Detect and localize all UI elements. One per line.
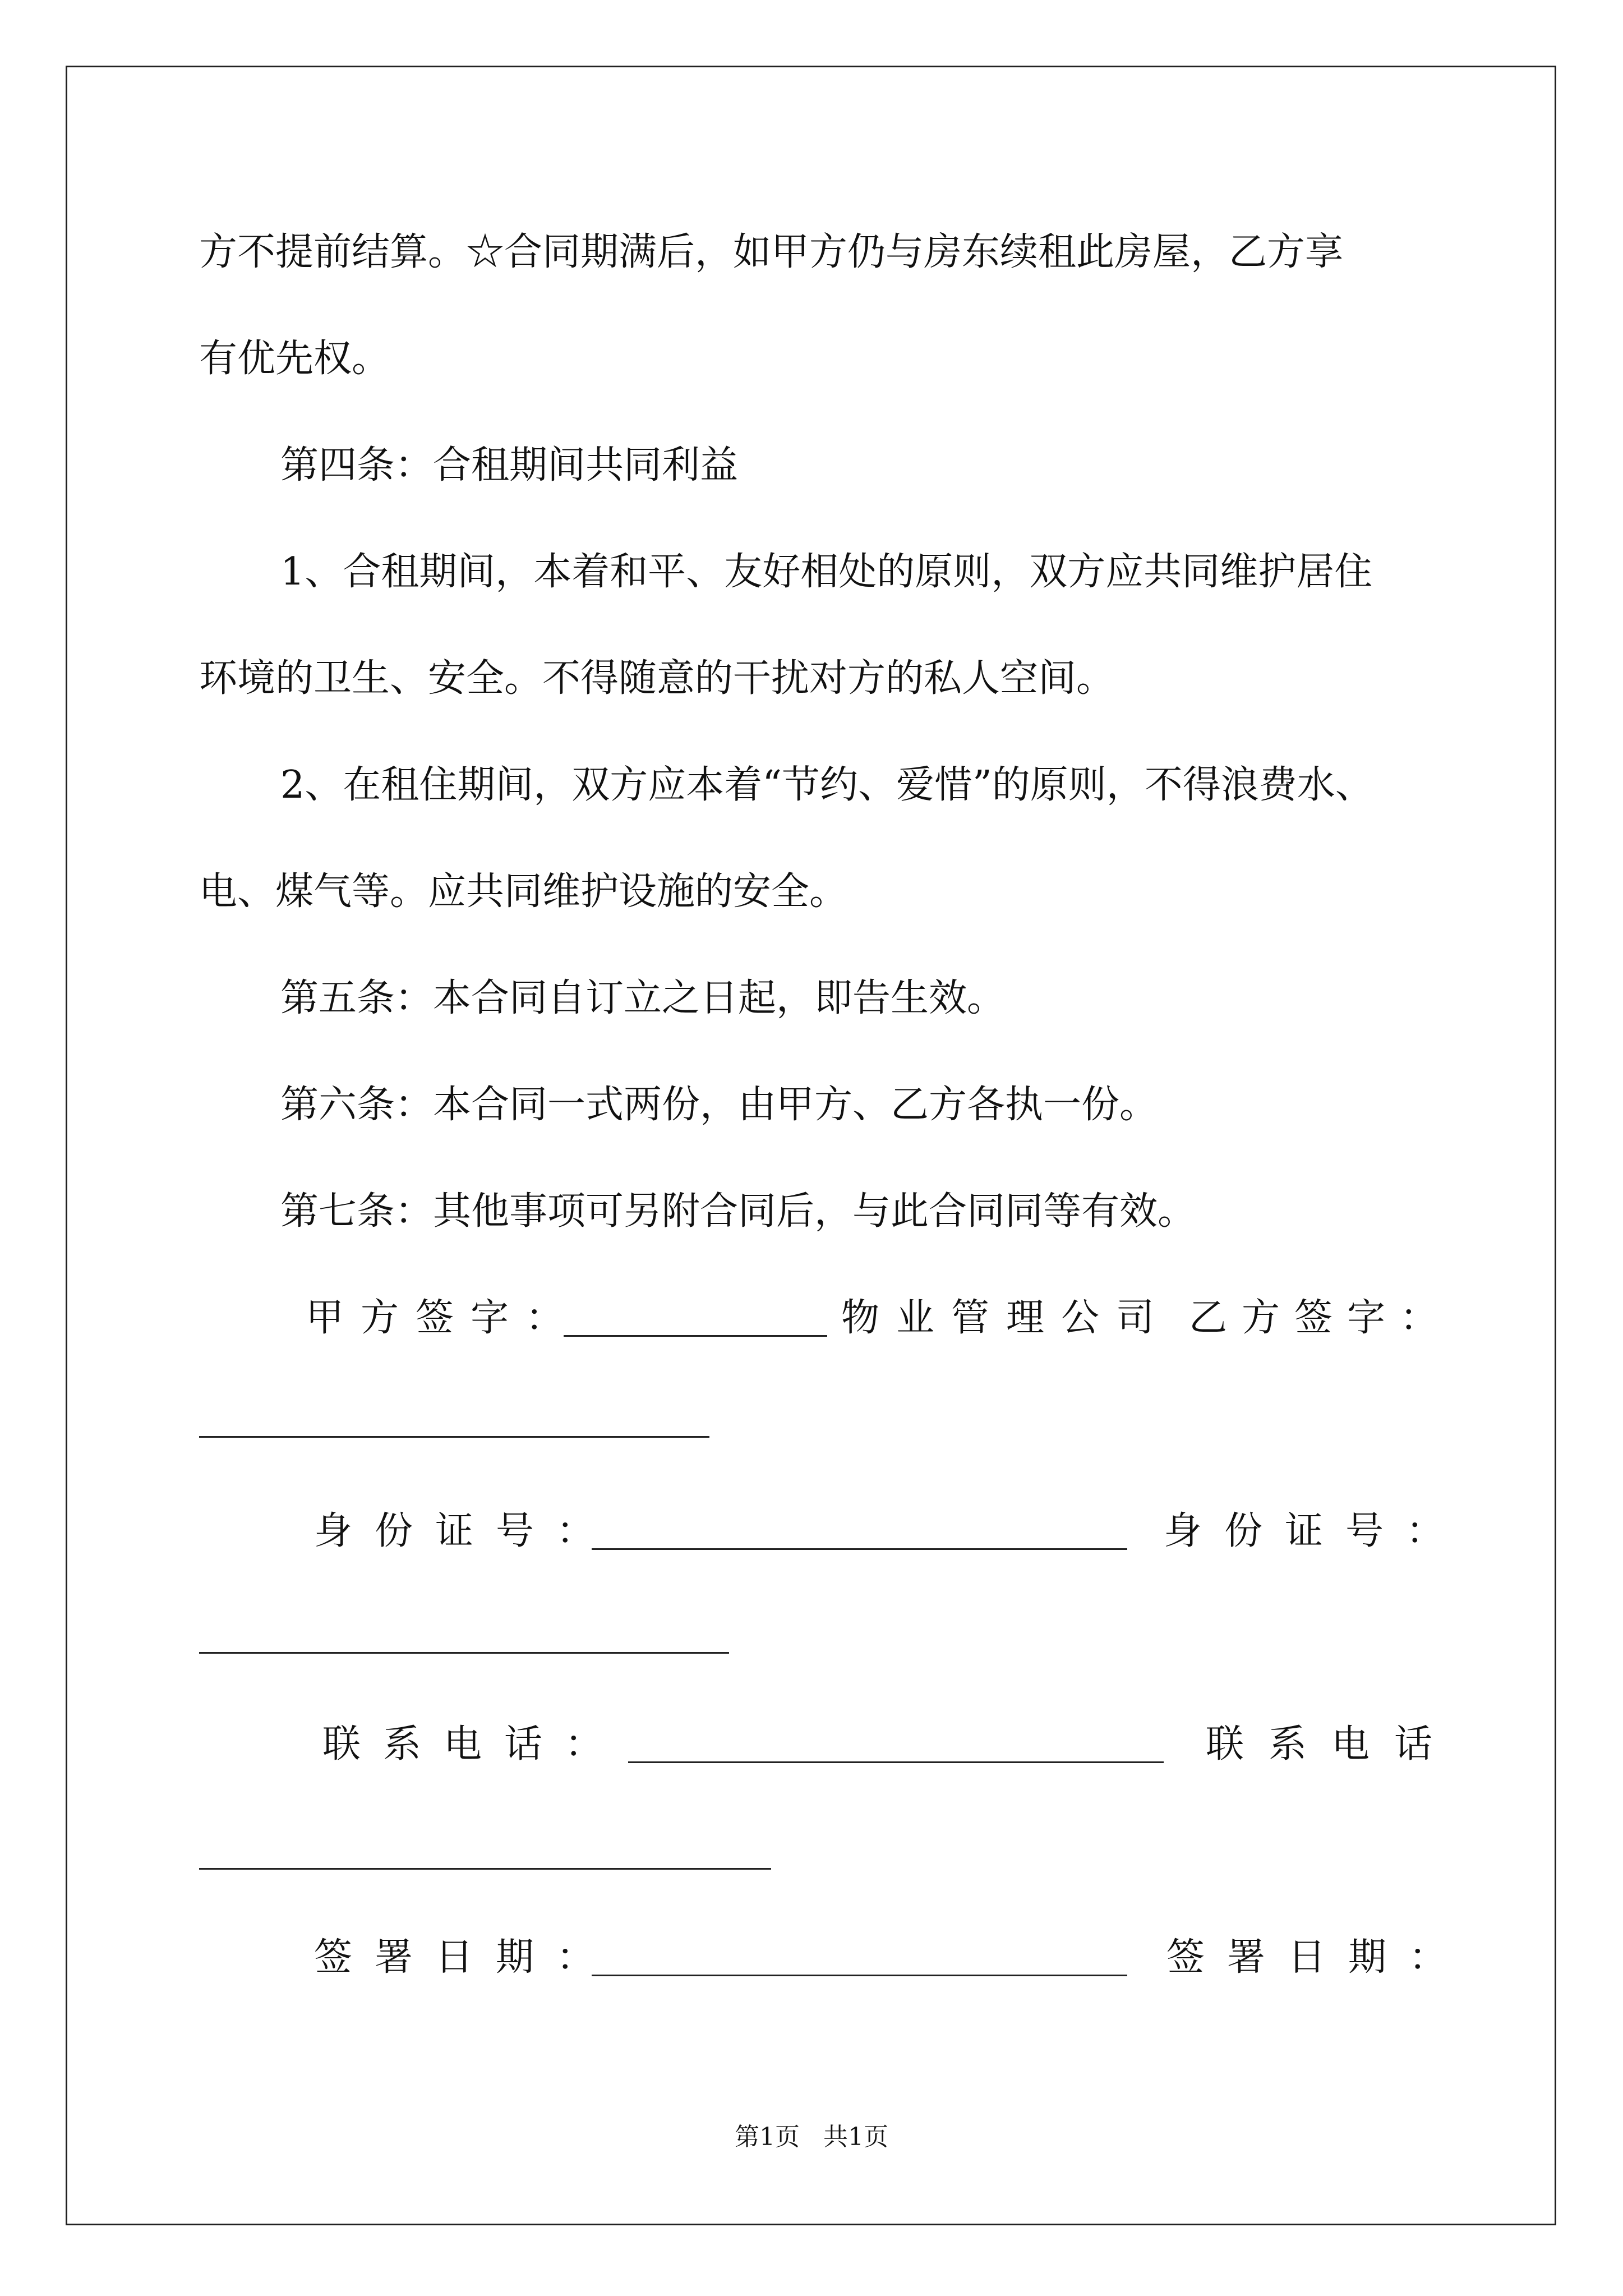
page-frame xyxy=(66,66,1556,2225)
id-label-a: 身份证号： xyxy=(314,1509,617,1553)
phone-blank-a xyxy=(628,1761,1164,1763)
phone-label-a: 联系电话： xyxy=(322,1722,626,1766)
item-1-line-2: 环境的卫生、安全。不得随意的干扰对方的私人空间。 xyxy=(199,656,1115,701)
article-4-title: 第四条：合租期间共同利益 xyxy=(280,443,739,487)
date-blank-a xyxy=(592,1975,1127,1976)
item-2-line-1: 2、在租住期间，双方应本着“节约、爱惜”的原则，不得浪费水、 xyxy=(280,763,1373,807)
id-label-b: 身份证号： xyxy=(1164,1509,1467,1553)
item-2-line-2: 电、煤气等。应共同维护设施的安全。 xyxy=(199,869,848,914)
article-7: 第七条：其他事项可另附合同后，与此合同同等有效。 xyxy=(280,1189,1196,1234)
date-label-a: 签署日期： xyxy=(314,1935,617,1980)
article-5: 第五条：本合同自订立之日起，即告生效。 xyxy=(280,976,1006,1020)
party-b-sign-blank xyxy=(199,1436,709,1438)
article-6: 第六条：本合同一式两份，由甲方、乙方各执一份。 xyxy=(280,1083,1158,1127)
party-a-sign-label: 甲方签字： xyxy=(306,1296,581,1340)
body-line-1: 方不提前结算。☆合同期满后，如甲方仍与房东续租此房屋，乙方享 xyxy=(199,230,1344,274)
id-blank-a xyxy=(592,1548,1127,1550)
party-b-sign-label: 乙方签字： xyxy=(1189,1296,1453,1340)
page-footer: 第1页 共1页 xyxy=(735,2123,888,2151)
phone-label-b: 联系电话 xyxy=(1206,1722,1458,1766)
body-line-2: 有优先权。 xyxy=(199,337,390,381)
date-label-b: 签署日期： xyxy=(1166,1935,1470,1980)
company-label: 物业管理公司 xyxy=(841,1296,1172,1340)
item-1-line-1: 1、合租期间，本着和平、友好相处的原则，双方应共同维护居住 xyxy=(280,550,1373,594)
id-blank-b xyxy=(199,1652,729,1654)
phone-blank-b xyxy=(199,1868,771,1870)
party-a-sign-blank xyxy=(564,1335,827,1337)
